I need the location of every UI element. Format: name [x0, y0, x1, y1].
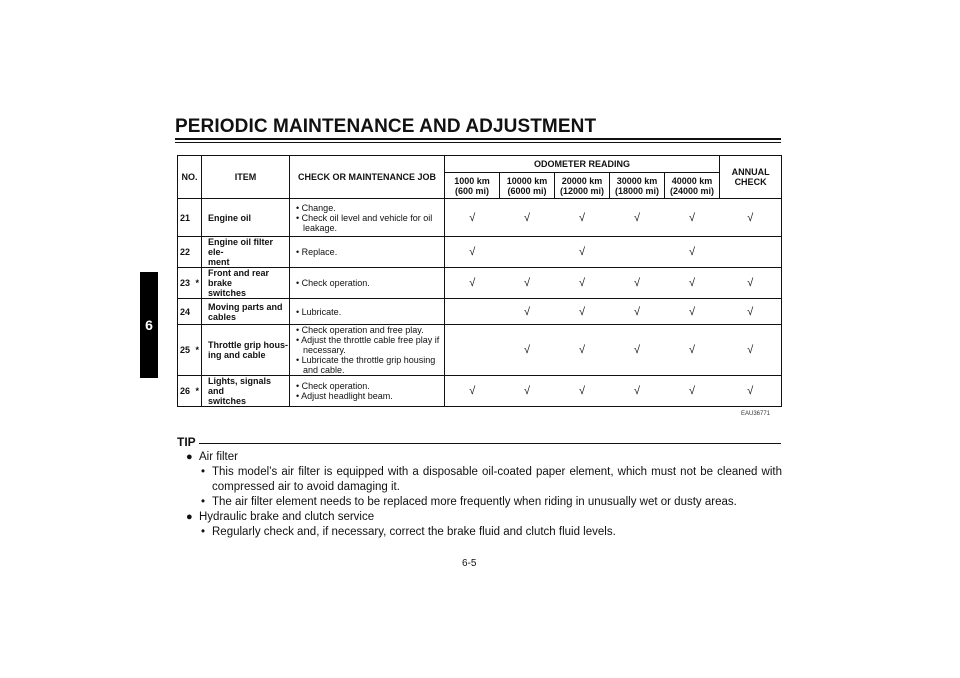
interval-mi: (600 mi) — [455, 185, 490, 196]
tip-item — [186, 510, 782, 525]
annual-check-cell — [720, 237, 782, 268]
header-no: NO. — [178, 156, 202, 199]
job-bullet: • Adjust headlight beam. — [296, 391, 393, 401]
row-item-text: Moving parts and cables — [208, 301, 283, 322]
interval-km: 30000 km — [616, 175, 658, 186]
row-number: 25 — [178, 325, 194, 376]
interval-mi: (24000 mi) — [670, 185, 715, 196]
tip-item — [186, 450, 782, 465]
title-rule — [175, 138, 781, 140]
header-interval — [555, 173, 610, 199]
row-star-marker: * — [194, 376, 202, 407]
row-item-text: Front and rear brake switches — [208, 268, 270, 298]
interval-km: 20000 km — [561, 175, 603, 186]
table-row — [178, 268, 782, 299]
maintenance-table — [177, 155, 782, 407]
row-job — [290, 299, 445, 325]
odometer-check-cell: √ — [610, 199, 665, 237]
interval-km: 40000 km — [671, 175, 713, 186]
table-row — [178, 299, 782, 325]
odometer-check-cell: √ — [665, 268, 720, 299]
interval-km: 10000 km — [506, 175, 548, 186]
odometer-check-cell: √ — [445, 376, 500, 407]
tip-subitem-text: This model’s air filter is equipped with a disposable oil-coated paper element, which must not be cleaned with compressed air to avoid damaging it. — [212, 466, 782, 493]
job-bullet: • Check operation. — [296, 381, 370, 391]
annual-check-cell: √ — [720, 325, 782, 376]
table-row — [178, 376, 782, 407]
table-row — [178, 199, 782, 237]
tip-heading: Air filter — [199, 451, 238, 463]
interval-mi: (12000 mi) — [560, 185, 605, 196]
odometer-check-cell: √ — [555, 376, 610, 407]
odometer-check-cell: √ — [500, 325, 555, 376]
header-interval — [500, 173, 555, 199]
odometer-check-cell: √ — [500, 299, 555, 325]
odometer-check-cell: √ — [610, 325, 665, 376]
row-job — [290, 376, 445, 407]
odometer-check-cell: √ — [445, 237, 500, 268]
row-job — [290, 325, 445, 376]
sub-bullet-icon: • — [201, 526, 206, 538]
odometer-check-cell: √ — [500, 199, 555, 237]
odometer-check-cell: √ — [665, 376, 720, 407]
job-bullet: • Check oil level and vehicle for oil leakage. — [296, 212, 433, 233]
row-item — [202, 299, 290, 325]
row-star-marker: * — [194, 325, 202, 376]
job-bullet: • Adjust the throttle cable free play if necessary. — [296, 335, 440, 355]
odometer-check-cell: √ — [500, 268, 555, 299]
bullet-icon: ● — [186, 451, 193, 463]
row-number: 23 — [178, 268, 194, 299]
tip-subitem-text: Regularly check and, if necessary, correct the brake fluid and clutch fluid levels. — [212, 526, 616, 538]
odometer-check-cell — [445, 299, 500, 325]
row-number: 22 — [178, 237, 194, 268]
row-item-text: Engine oil filter ele- ment — [208, 237, 274, 267]
row-item — [202, 237, 290, 268]
row-item — [202, 325, 290, 376]
odometer-check-cell: √ — [665, 237, 720, 268]
job-bullet: • Change. — [296, 202, 336, 213]
bullet-icon: ● — [186, 511, 193, 523]
annual-check-cell: √ — [720, 376, 782, 407]
odometer-check-cell: √ — [610, 268, 665, 299]
sub-bullet-icon: • — [201, 496, 206, 508]
interval-mi: (18000 mi) — [615, 185, 660, 196]
header-interval — [610, 173, 665, 199]
row-job — [290, 237, 445, 268]
row-item-text: Lights, signals and switches — [208, 376, 272, 406]
tip-body — [186, 450, 782, 540]
job-bullet: • Replace. — [296, 247, 338, 257]
annual-check-cell: √ — [720, 299, 782, 325]
document-code: EAU36771 — [741, 411, 771, 417]
job-bullet: • Check operation. — [296, 278, 370, 288]
job-bullet: • Check operation and free play. — [296, 325, 424, 335]
odometer-check-cell: √ — [445, 268, 500, 299]
tip-heading: Hydraulic brake and clutch service — [199, 511, 375, 523]
row-number: 24 — [178, 299, 194, 325]
interval-km: 1000 km — [454, 175, 490, 186]
row-item — [202, 268, 290, 299]
chapter-tab: 6 — [140, 272, 158, 378]
header-item: ITEM — [202, 156, 290, 199]
odometer-check-cell: √ — [555, 268, 610, 299]
row-job — [290, 199, 445, 237]
row-star-marker — [194, 237, 202, 268]
odometer-check-cell: √ — [555, 299, 610, 325]
header-interval — [665, 173, 720, 199]
row-star-marker — [194, 299, 202, 325]
odometer-check-cell — [445, 325, 500, 376]
odometer-check-cell: √ — [610, 299, 665, 325]
job-bullet: • Lubricate the throttle grip housing and cable. — [296, 355, 436, 375]
job-bullet: • Lubricate. — [296, 306, 342, 317]
odometer-check-cell: √ — [445, 199, 500, 237]
header-annual — [720, 156, 782, 199]
odometer-check-cell — [500, 237, 555, 268]
tip-subitem-text: The air filter element needs to be replaced more frequently when riding in unusually wet or dusty areas. — [212, 496, 737, 508]
odometer-check-cell: √ — [555, 199, 610, 237]
row-star-marker: * — [194, 268, 202, 299]
table-row — [178, 237, 782, 268]
tip-subitem — [186, 525, 782, 540]
header-annual-label: ANNUAL CHECK — [731, 167, 770, 187]
header-interval — [445, 173, 500, 199]
title-rule-thin — [175, 142, 781, 143]
row-number: 21 — [178, 199, 194, 237]
row-item: Engine oil — [202, 199, 290, 237]
odometer-check-cell: √ — [610, 376, 665, 407]
row-job — [290, 268, 445, 299]
odometer-check-cell: √ — [665, 299, 720, 325]
row-number: 26 — [178, 376, 194, 407]
header-odometer: ODOMETER READING — [445, 156, 720, 173]
tip-subitem — [186, 495, 782, 510]
odometer-check-cell: √ — [555, 237, 610, 268]
page-number: 6-5 — [462, 558, 477, 569]
tip-rule — [199, 443, 781, 444]
table-row — [178, 325, 782, 376]
odometer-check-cell: √ — [665, 199, 720, 237]
odometer-check-cell: √ — [665, 325, 720, 376]
tip-label: TIP — [177, 435, 196, 449]
interval-mi: (6000 mi) — [507, 185, 547, 196]
odometer-check-cell — [610, 237, 665, 268]
header-job: CHECK OR MAINTENANCE JOB — [290, 156, 445, 199]
annual-check-cell: √ — [720, 199, 782, 237]
odometer-check-cell: √ — [555, 325, 610, 376]
row-item — [202, 376, 290, 407]
annual-check-cell: √ — [720, 268, 782, 299]
row-item-text: Throttle grip hous- ing and cable — [208, 340, 289, 360]
row-star-marker — [194, 199, 202, 237]
tip-subitem — [186, 465, 782, 495]
odometer-check-cell: √ — [500, 376, 555, 407]
sub-bullet-icon: • — [201, 466, 206, 478]
page-title: PERIODIC MAINTENANCE AND ADJUSTMENT — [175, 116, 597, 137]
